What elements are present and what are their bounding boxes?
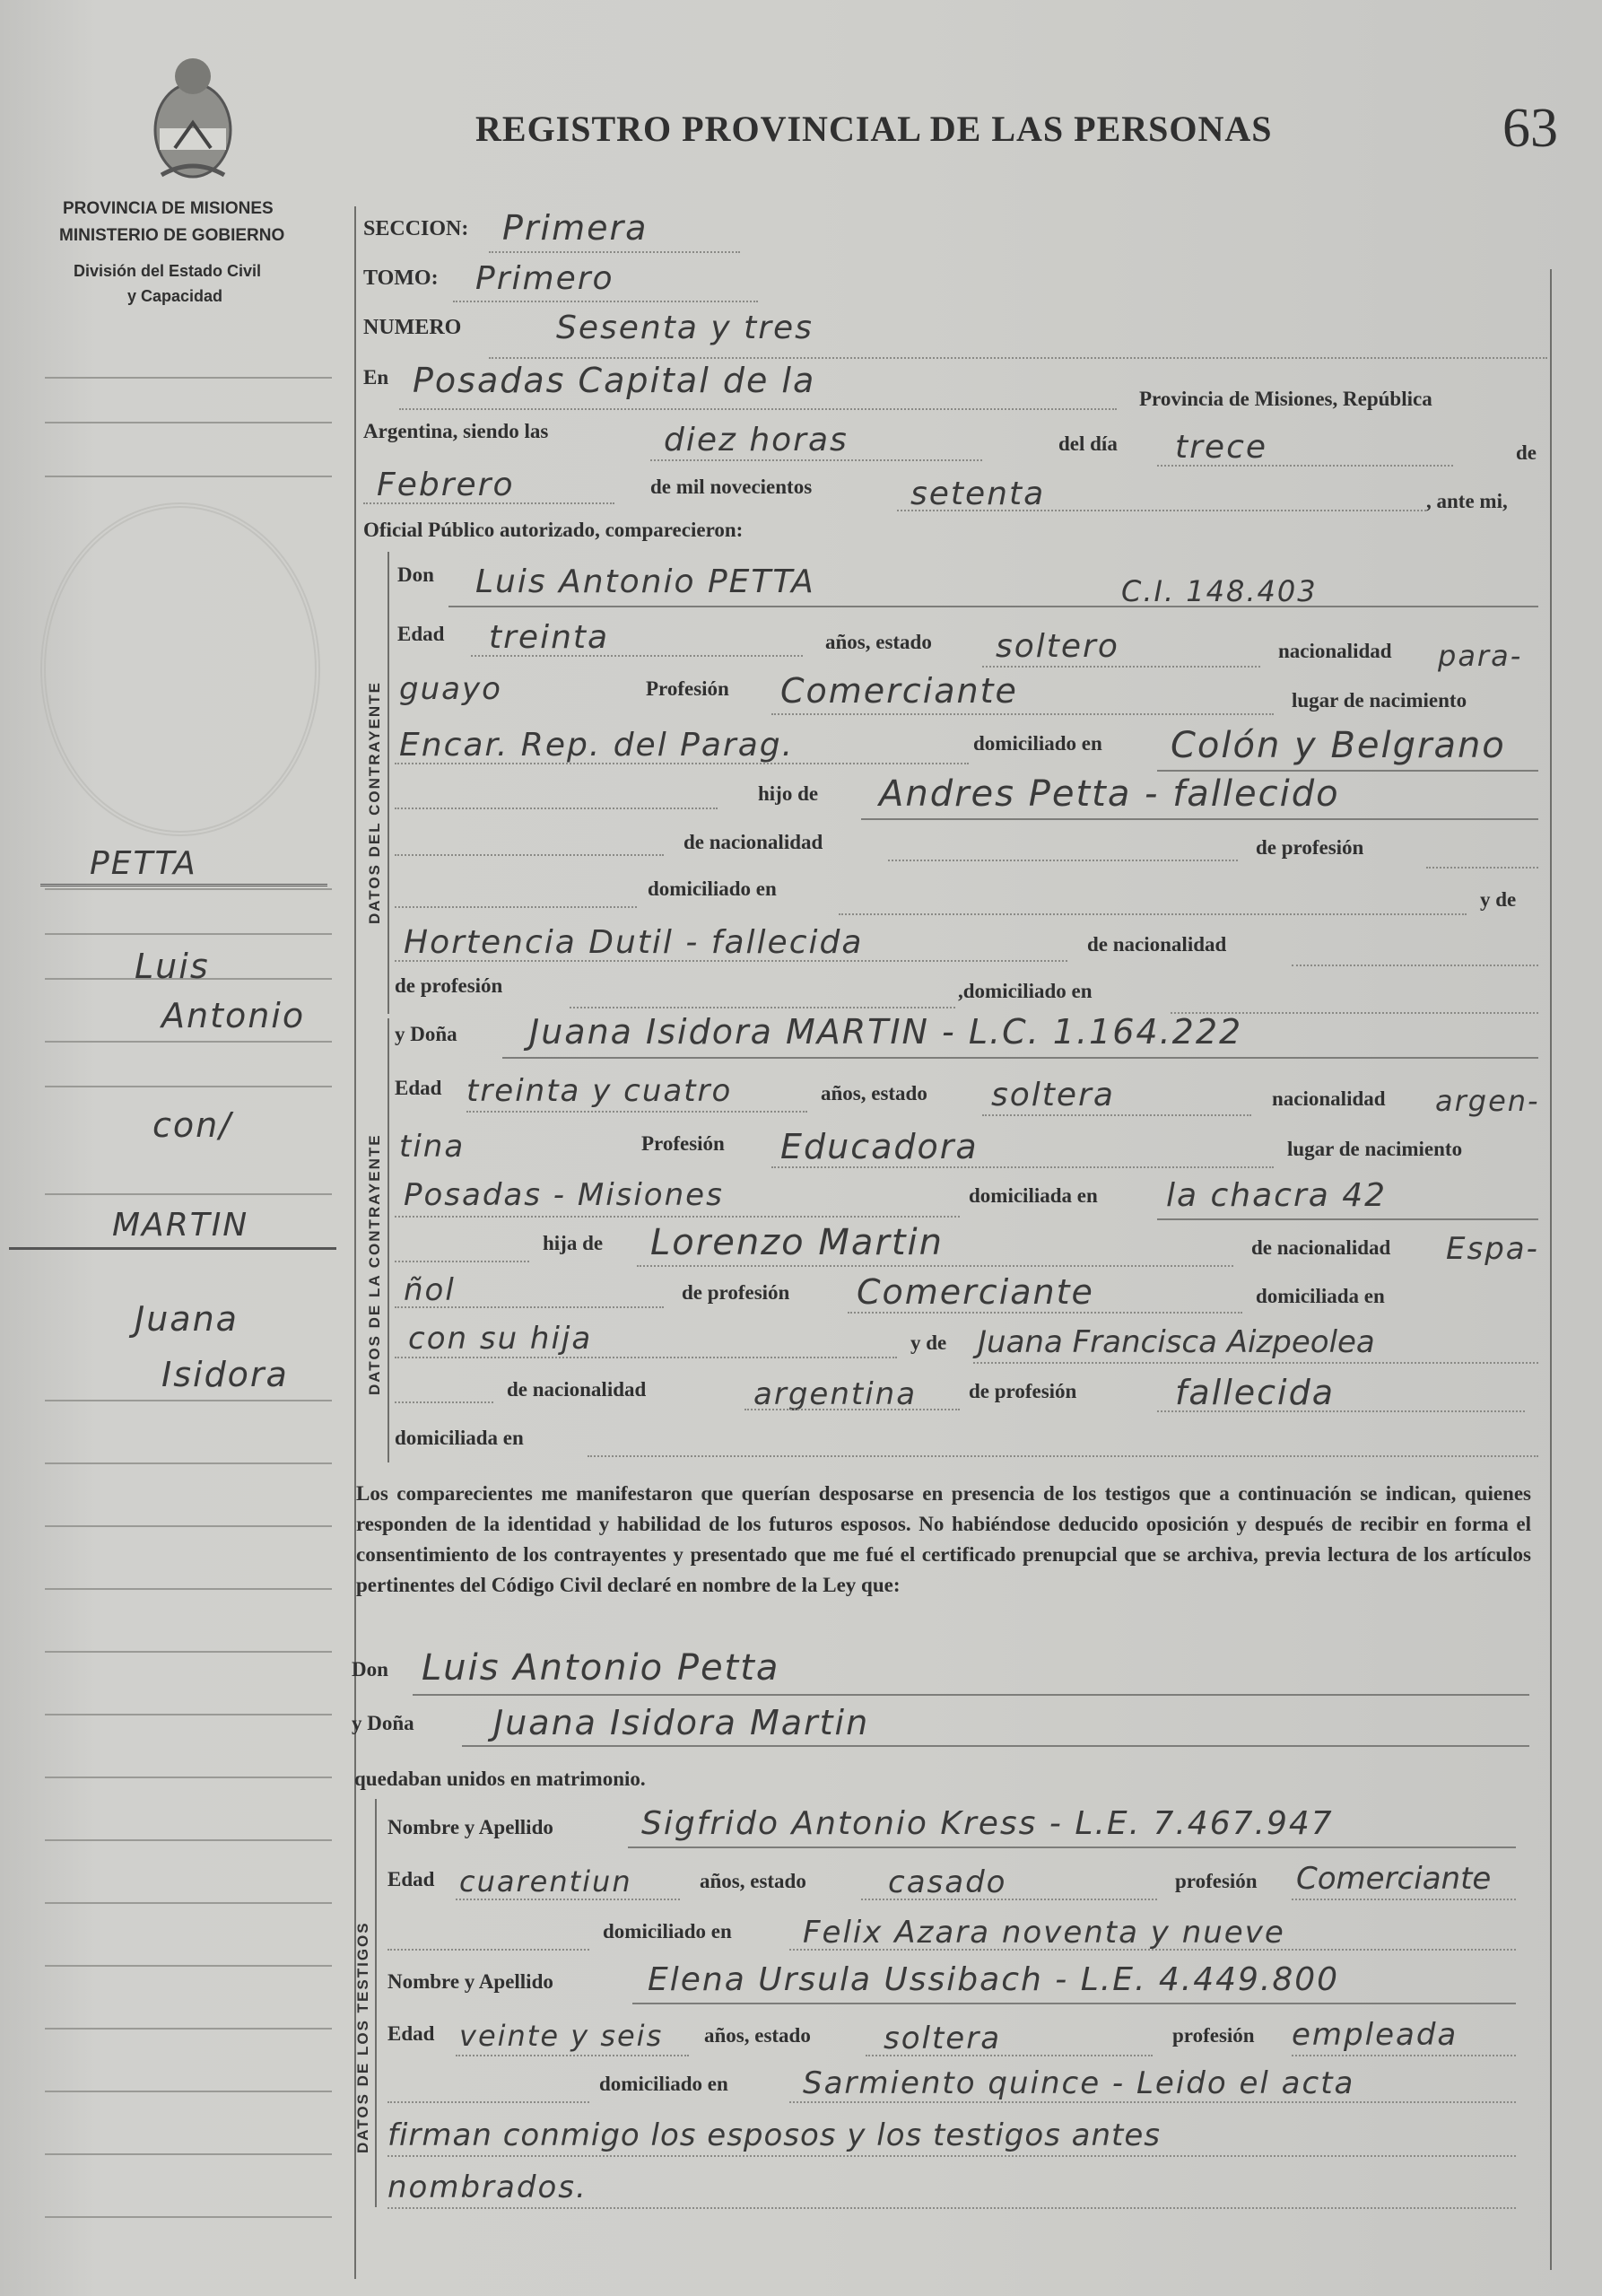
testigo1-edad: cuarentiun (459, 1864, 632, 1899)
y-dona-label: y Doña (395, 1023, 457, 1045)
testigo1-profesion: Comerciante (1296, 1861, 1492, 1897)
lugar-value: Posadas Capital de la (413, 361, 816, 400)
contrayente1-nombre: Luis Antonio PETTA (475, 563, 815, 600)
numero-label: NUMERO (363, 316, 462, 339)
estado-label: años, estado (825, 631, 932, 653)
contrayente1-ci: C.I. 148.403 (1121, 574, 1318, 608)
domiciliada-label-2: domiciliada en (1256, 1285, 1385, 1307)
margin-given-2a: Juana (135, 1299, 239, 1339)
oficial-text: Oficial Público autorizado, comparecieron: (363, 519, 744, 541)
t1-domiciliado-label: domiciliado en (603, 1920, 732, 1942)
contrayente2-estado: soltera (991, 1077, 1115, 1113)
contrayente1-madre: Hortencia Dutil - fallecida (404, 924, 864, 961)
margin-surname-1: PETTA (90, 845, 197, 882)
argentina-text: Argentina, siendo las (363, 420, 549, 442)
contrayente1-domicilio: Colón y Belgrano (1171, 725, 1506, 766)
seccion-label: SECCION: (363, 217, 469, 240)
de-profesion-label-4: de profesión (969, 1380, 1077, 1402)
page-number: 63 (1502, 98, 1558, 159)
quedaban-text: quedaban unidos en matrimonio. (354, 1768, 646, 1790)
cierre-line-2: nombrados. (387, 2169, 588, 2205)
t1-edad-label: Edad (387, 1868, 435, 1890)
contrayente2-padre-prof: Comerciante (857, 1272, 1094, 1312)
profesion-label-2: Profesión (641, 1132, 725, 1155)
testigo1-domicilio: Felix Azara noventa y nueve (803, 1915, 1285, 1951)
mes-value: Febrero (377, 467, 515, 503)
contrayente2-profesion: Educadora (780, 1127, 979, 1166)
office-line-4: y Capacidad (127, 287, 223, 305)
de-mil-label: de mil novecientos (650, 476, 813, 498)
contrayente2-domicilio: la chacra 42 (1166, 1177, 1388, 1214)
domiciliado-label-2: domiciliado en (648, 877, 777, 900)
dia-value: trece (1175, 429, 1268, 466)
margin-connector: con/ (152, 1105, 233, 1145)
contrayente2-padre-nac-a: Espa- (1446, 1231, 1539, 1267)
contrayente1-nac-a: para- (1438, 639, 1523, 673)
section-label-contrayente-2: DATOS DE LA CONTRAYENTE (366, 1133, 383, 1395)
office-line-3: División del Estado Civil (74, 262, 262, 280)
en-label: En (363, 366, 389, 388)
contrayente2-madre-nac: argentina (753, 1376, 918, 1412)
contrayente1-profesion: Comerciante (780, 671, 1018, 711)
edad-label-2: Edad (395, 1077, 442, 1099)
provincia-text: Provincia de Misiones, República (1139, 388, 1432, 410)
margin-surname-2: MARTIN (112, 1207, 249, 1244)
cierre-line-1: firman conmigo los esposos y los testigos antes (387, 2117, 1162, 2153)
hijo-de-label: hijo de (758, 782, 819, 805)
domiciliado-label-3: ,domiciliado en (958, 980, 1093, 1002)
contrayente2-padre-nac-b: ñol (404, 1272, 456, 1308)
t2-profesion-label: profesión (1172, 2024, 1255, 2047)
contrayente2-padre: Lorenzo Martin (650, 1222, 944, 1263)
domiciliada-label: domiciliada en (969, 1184, 1098, 1207)
tomo-value: Primero (475, 260, 614, 297)
contrayente1-padre: Andres Petta - fallecido (879, 773, 1340, 815)
section-label-testigos: DATOS DE LOS TESTIGOS (354, 1921, 371, 2153)
de-nacionalidad-label-2: de nacionalidad (1087, 933, 1227, 956)
margin-given-2b: Isidora (161, 1355, 289, 1394)
testigo2-edad: veinte y seis (459, 2019, 664, 2053)
contrayente1-edad: treinta (489, 619, 610, 656)
de-nacionalidad-label-4: de nacionalidad (507, 1378, 647, 1401)
union-don-label: Don (352, 1658, 388, 1681)
tomo-label: TOMO: (363, 266, 439, 290)
numero-value: Sesenta y tres (556, 310, 814, 346)
don-label: Don (397, 563, 434, 586)
de-profesion-label-3: de profesión (682, 1281, 790, 1304)
edad-label: Edad (397, 623, 445, 645)
t1-estado-label: años, estado (700, 1870, 806, 1892)
t2-domiciliado-label: domiciliado en (599, 2073, 728, 2095)
page-title: REGISTRO PROVINCIAL DE LAS PERSONAS (475, 109, 1273, 149)
t2-estado-label: años, estado (704, 2024, 811, 2047)
nombre-apellido-label: Nombre y Apellido (387, 1816, 553, 1838)
estado-label-2: años, estado (821, 1082, 927, 1104)
t1-profesion-label: profesión (1175, 1870, 1258, 1892)
contrayente2-edad: treinta y cuatro (466, 1073, 733, 1109)
testigo1-estado: casado (888, 1864, 1007, 1900)
union-dona: Juana Isidora Martin (493, 1703, 870, 1742)
contrayente2-nac-a: argen- (1435, 1084, 1540, 1118)
de-nacionalidad-label: de nacionalidad (683, 831, 823, 853)
domiciliado-label: domiciliado en (973, 732, 1102, 755)
faded-seal (40, 502, 320, 836)
contrayente2-padre-dom: con su hija (408, 1321, 593, 1357)
office-line-1: PROVINCIA DE MISIONES (63, 199, 274, 218)
lugar-nac-label-2: lugar de nacimiento (1287, 1138, 1463, 1160)
testigo2-estado: soltera (884, 2021, 1002, 2056)
y-de-label: y de (1480, 888, 1517, 911)
testigo2-domicilio: Sarmiento quince - Leido el acta (803, 2065, 1355, 2101)
hora-value: diez horas (664, 422, 849, 458)
office-line-2: MINISTERIO DE GOBIERNO (59, 226, 285, 245)
section-label-contrayente: DATOS DEL CONTRAYENTE (366, 681, 383, 924)
testigo2-nombre: Elena Ursula Ussibach - L.E. 4.449.800 (648, 1961, 1340, 1998)
contrayente2-madre-prof: fallecida (1175, 1373, 1336, 1412)
seccion-value: Primera (502, 208, 649, 248)
anio-value: setenta (910, 476, 1046, 512)
nacionalidad-label: nacionalidad (1278, 640, 1392, 662)
contrayente2-nombre: Juana Isidora MARTIN - L.C. 1.164.222 (529, 1012, 1243, 1052)
contrayente1-estado: soltero (996, 628, 1119, 665)
del-dia-label: del día (1058, 432, 1118, 455)
contrayente2-madre: Juana Francisca Aizpeolea (978, 1324, 1375, 1360)
de-label: de (1516, 441, 1537, 464)
lugar-nac-label: lugar de nacimiento (1292, 689, 1467, 711)
ante-mi-label: , ante mi, (1426, 490, 1508, 512)
t2-edad-label: Edad (387, 2022, 435, 2045)
de-profesion-label-2: de profesión (395, 974, 503, 997)
margin-given-1a: Luis (135, 947, 210, 986)
testigo1-nombre: Sigfrido Antonio Kress - L.E. 7.467.947 (641, 1805, 1334, 1842)
declaracion-text: Los comparecientes me manifestaron que querían desposarse en presencia de los testigos que a continuación se indican, quienes responden de la identidad y habilidad de los futuros esposos. No habiéndose deducido oposición y después de recibir en forma el consentimiento de los contrayentes y presentado que me fué el certificado prenupcial que se archiva, previa lectura de los artículos pertinentes del Código Civil declaré en nombre de la Ley que: (356, 1482, 1531, 1596)
contrayente2-lugar-nac: Posadas - Misiones (404, 1177, 724, 1213)
nombre-apellido-label-2: Nombre y Apellido (387, 1970, 553, 1993)
contrayente1-lugar-nac: Encar. Rep. del Parag. (399, 727, 795, 764)
union-dona-label: y Doña (352, 1712, 414, 1734)
profesion-label: Profesión (646, 677, 729, 700)
hija-de-label: hija de (543, 1232, 604, 1254)
contrayente2-nac-b: tina (399, 1129, 466, 1165)
de-nacionalidad-label-3: de nacionalidad (1251, 1236, 1391, 1259)
y-de-label-2: y de (910, 1331, 947, 1354)
coat-of-arms-icon (144, 49, 242, 184)
contrayente1-nac-b: guayo (399, 671, 502, 707)
union-don: Luis Antonio Petta (422, 1647, 780, 1689)
nacionalidad-label-2: nacionalidad (1272, 1087, 1386, 1110)
domiciliada-label-3: domiciliada en (395, 1427, 524, 1449)
testigo2-profesion: empleada (1292, 2017, 1458, 2053)
de-profesion-label: de profesión (1256, 836, 1364, 859)
margin-given-1b: Antonio (161, 996, 306, 1035)
